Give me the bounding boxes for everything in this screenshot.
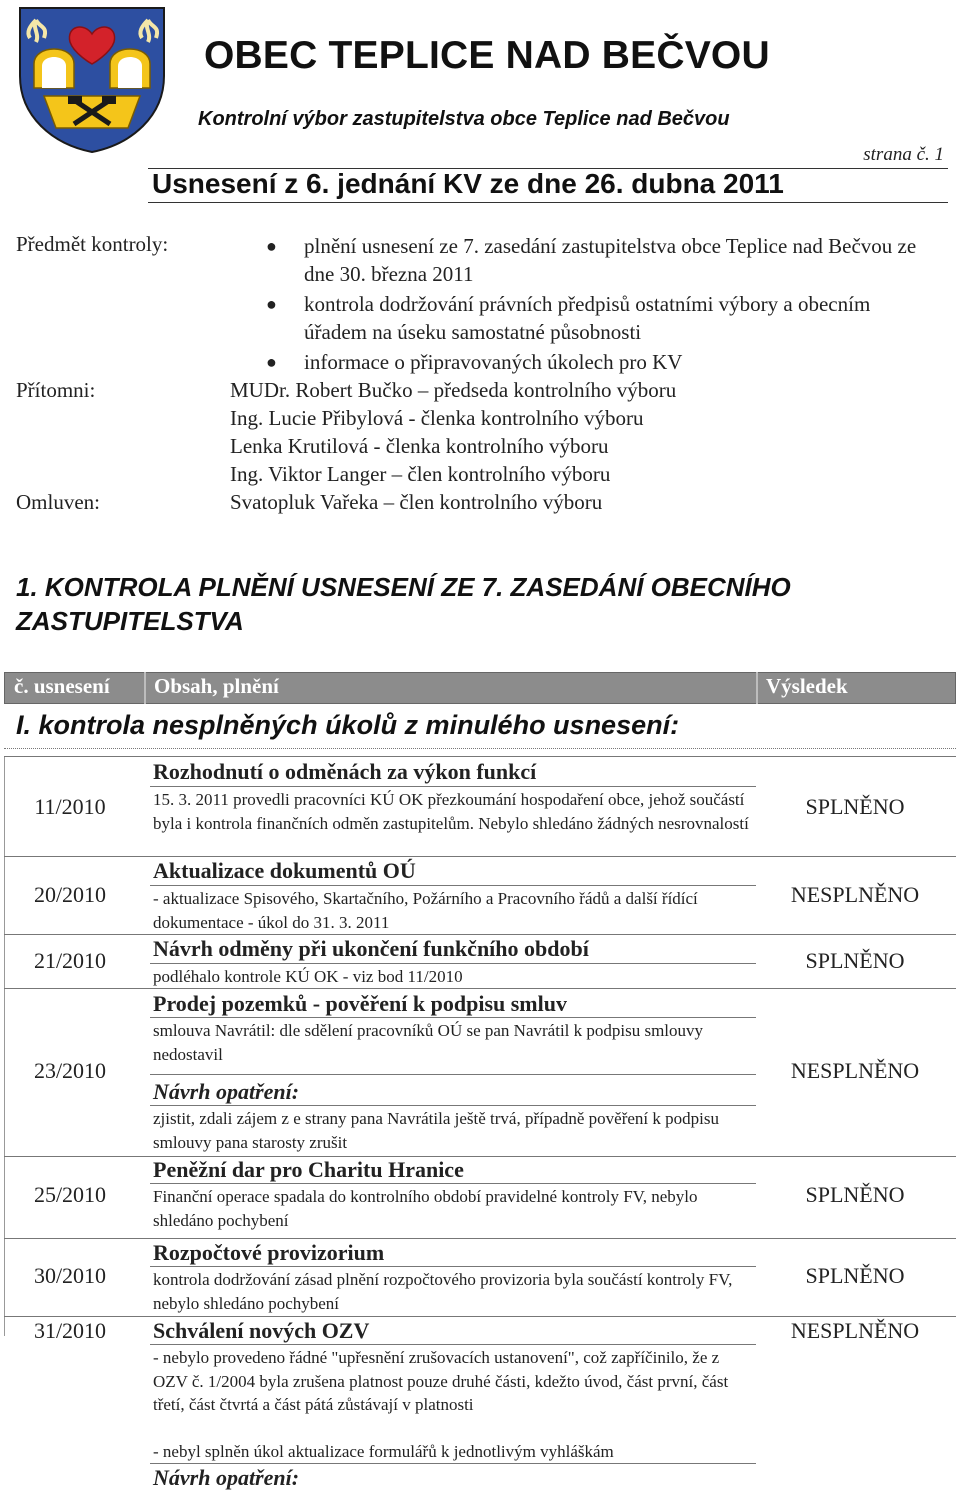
- absent-member: Svatopluk Vařeka – člen kontrolního výboru: [230, 490, 603, 514]
- table-row-divider: [4, 1238, 956, 1239]
- subject-item: informace o připravovaných úkolech pro KV: [304, 350, 683, 374]
- title-underline: [150, 1074, 756, 1075]
- table-row-result: NESPLNĚNO: [790, 1058, 920, 1083]
- page-title: OBEC TEPLICE NAD BEČVOU: [204, 34, 770, 77]
- bullet-icon: ●: [266, 352, 277, 372]
- subsection-divider: [4, 748, 956, 749]
- table-row-title: Schválení nových OZV: [153, 1318, 370, 1343]
- resolution-title: Usnesení z 6. jednání KV ze dne 26. dubna 2011: [152, 168, 784, 199]
- table-row-text: - nebylo provedeno řádné "upřesnění zrušovacích ustanovení", což zapříčinilo, že z OZV č. 1/2004 byla zrušena platnost pouze druhé části, kdežto úvod, část první, část třetí, část čtvrtá a část pátá zůstávají v platnosti: [153, 1348, 729, 1414]
- title-underline: [150, 963, 756, 964]
- table-row-text: Finanční operace spadala do kontrolního období pravidelné kontroly FV, nebylo shledáno pochybení: [153, 1187, 698, 1230]
- page-subtitle: Kontrolní výbor zastupitelstva obce Teplice nad Bečvou: [198, 108, 730, 130]
- table-left-border: [4, 756, 5, 1336]
- title-underline: [150, 1017, 756, 1018]
- table-row-title: Rozpočtové provizorium: [153, 1240, 385, 1265]
- measure-proposal-label: Návrh opatření:: [153, 1079, 300, 1104]
- table-row-text: kontrola dodržování zásad plnění rozpočtového provizoria byla součástí kontroly FV, nebylo shledáno pochybení: [153, 1270, 733, 1313]
- column-header-result: Výsledek: [766, 674, 848, 698]
- present-label: Přítomni:: [16, 378, 96, 402]
- table-row-number: 30/2010: [33, 1263, 107, 1288]
- table-row-text: smlouva Navrátil: dle sdělení pracovníků OÚ se pan Navrátil k podpisu smlouvy nedostavil: [153, 1021, 704, 1064]
- municipality-crest-logo: [14, 4, 170, 154]
- title-underline: [150, 885, 756, 886]
- table-row-title: Návrh odměny při ukončení funkčního období: [153, 936, 589, 961]
- table-row-divider: [4, 988, 956, 989]
- table-row-title: Prodej pozemků - pověření k podpisu smluv: [153, 991, 567, 1016]
- measure-proposal-text: zjistit, zdali zájem z e strany pana Navrátila ještě trvá, případně pověření k podpisu smlouvy pana starosty zrušit: [153, 1109, 719, 1152]
- table-row-number: 25/2010: [33, 1182, 107, 1207]
- table-row-divider: [4, 856, 956, 857]
- table-row-number: 23/2010: [33, 1058, 107, 1083]
- table-row-text: podléhalo kontrole KÚ OK - viz bod 11/2010: [153, 967, 463, 986]
- table-row-title: Peněžní dar pro Charitu Hranice: [153, 1157, 464, 1182]
- title-underline: [150, 1463, 756, 1464]
- table-row-divider: [4, 1156, 956, 1157]
- column-header-content: Obsah, plnění: [154, 674, 279, 698]
- table-row-result: SPLNĚNO: [805, 1182, 905, 1207]
- subject-label: Předmět kontroly:: [16, 232, 169, 256]
- measure-proposal-label: Návrh opatření:: [153, 1465, 300, 1490]
- present-member: Ing. Viktor Langer – člen kontrolního výboru: [230, 462, 611, 486]
- bullet-icon: ●: [266, 236, 277, 256]
- subject-item: kontrola dodržování právních předpisů ostatními výbory a obecním úřadem na úseku samostatné působnosti: [304, 292, 871, 344]
- title-underline: [150, 1344, 756, 1345]
- header-bottom-divider: [148, 202, 948, 203]
- absent-label: Omluven:: [16, 490, 100, 514]
- table-row-divider: [4, 934, 956, 935]
- table-row-result: NESPLNĚNO: [790, 1318, 920, 1343]
- table-row-divider: [4, 1316, 956, 1317]
- subsection-heading: I. kontrola nesplněných úkolů z minulého usnesení:: [16, 710, 680, 740]
- title-underline: [150, 1266, 756, 1267]
- present-member: Ing. Lucie Přibylová - členka kontrolního výboru: [230, 406, 644, 430]
- title-underline: [150, 1183, 756, 1184]
- table-row-divider: [4, 756, 956, 757]
- table-row-text: - aktualizace Spisového, Skartačního, Požárního a Pracovního řádů a další řídící dokumentace - úkol do 31. 3. 2011: [153, 889, 698, 932]
- present-member: Lenka Krutilová - členka kontrolního výboru: [230, 434, 609, 458]
- table-row-result: NESPLNĚNO: [790, 882, 920, 907]
- table-row-number: 21/2010: [33, 948, 107, 973]
- table-row-number: 31/2010: [33, 1318, 107, 1343]
- table-row-result: SPLNĚNO: [805, 794, 905, 819]
- table-row-text-extra: - nebyl splněn úkol aktualizace formulářů k jednotlivým vyhláškám: [153, 1442, 614, 1461]
- column-header-number: č. usnesení: [14, 674, 110, 698]
- table-row-result: SPLNĚNO: [805, 1263, 905, 1288]
- table-row-number: 11/2010: [34, 794, 106, 819]
- table-row-title: Aktualizace dokumentů OÚ: [153, 858, 416, 883]
- bullet-icon: ●: [266, 294, 277, 314]
- section-heading: 1. KONTROLA PLNĚNÍ USNESENÍ ZE 7. ZASEDÁNÍ OBECNÍHO ZASTUPITELSTVA: [16, 572, 791, 636]
- title-underline: [150, 1105, 756, 1106]
- title-underline: [150, 786, 756, 787]
- page-number: strana č. 1: [863, 144, 944, 165]
- table-row-number: 20/2010: [33, 882, 107, 907]
- table-row-title: Rozhodnutí o odměnách za výkon funkcí: [153, 759, 537, 784]
- subject-item: plnění usnesení ze 7. zasedání zastupitelstva obce Teplice nad Bečvou ze dne 30. března 2011: [304, 234, 917, 286]
- column-separator: [144, 672, 146, 704]
- present-member: MUDr. Robert Bučko – předseda kontrolního výboru: [230, 378, 677, 402]
- column-separator: [756, 672, 758, 704]
- table-row-result: SPLNĚNO: [805, 948, 905, 973]
- table-row-text: 15. 3. 2011 provedli pracovníci KÚ OK přezkoumání hospodaření obce, jehož součástí byla i kontrola finančních odměn zastupitelům. Nebylo shledáno žádných nesrovnalostí: [153, 790, 749, 833]
